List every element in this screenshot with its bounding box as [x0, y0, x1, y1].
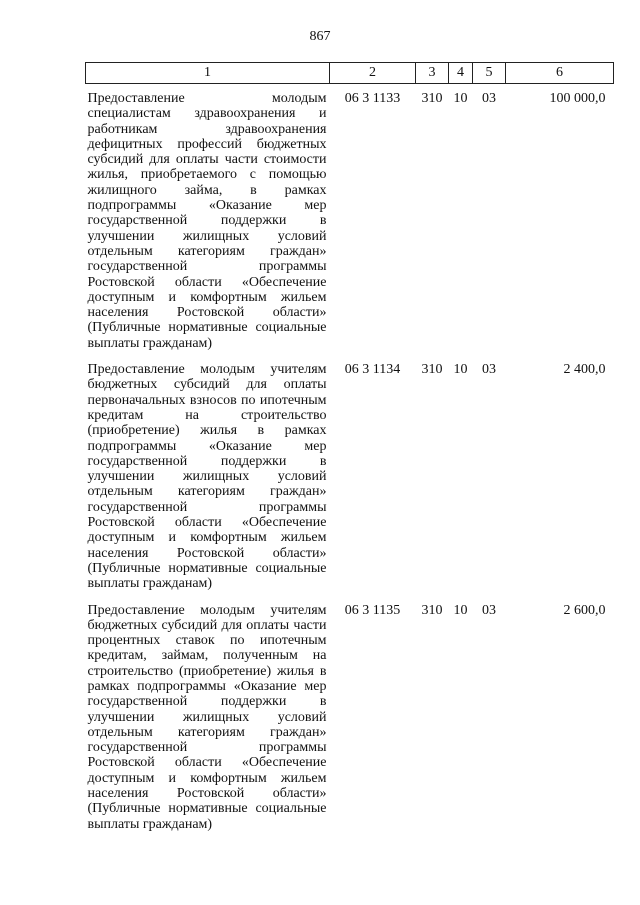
row-description: Предоставление молодым учителям бюджетных субсидий для оплаты первоначальных взносов по ипотечным кредитам на строительство (приобретение) жилья в рамках подпрограммы «Оказание мер государственной поддержки в улучшении жилищных условий отдельным категориям граждан» государственной программы Ростовской области «Обеспечение доступным и комфортным жильем населения Ростовской области» (Публичные нормативные социальные выплаты гражданам) — [87, 362, 327, 592]
row-amount: 100 000,0 — [549, 91, 606, 106]
column-header-2: 2 — [330, 63, 416, 84]
row-amount: 2 400,0 — [563, 362, 606, 378]
column-header-1: 1 — [86, 63, 330, 84]
table-row — [86, 592, 614, 832]
row-target-code: 06 3 1133 — [344, 91, 401, 106]
row-target-code: 06 3 1135 — [344, 602, 401, 618]
row-expense-type: 310 — [421, 362, 443, 378]
column-header-3: 3 — [416, 63, 449, 84]
row-expense-type: 310 — [421, 602, 443, 618]
page-number: 867 — [309, 29, 331, 44]
row-section: 10 — [453, 602, 468, 618]
row-subsection: 03 — [482, 362, 496, 378]
row-subsection: 03 — [482, 91, 496, 106]
table-header-row — [86, 63, 614, 84]
row-description: Предоставление молодым специалистам здравоохранения и работникам здравоохранения дефицитных профессий бюджетных субсидий для оплаты части стоимости жилья, приобретаемого с помощью жилищного займа, в рамках подпрограммы «Оказание мер государственной поддержки в улучшении жилищных условий отдельным категориям граждан» государственной программы Ростовской области «Обеспечение доступным и комфортным жильем населения Ростовской области» (Публичные нормативные социальные выплаты гражданам) — [87, 91, 327, 351]
row-target-code: 06 3 1134 — [344, 362, 401, 378]
column-header-6: 6 — [506, 63, 614, 84]
row-expense-type: 310 — [421, 91, 443, 106]
row-subsection: 03 — [482, 602, 496, 618]
column-header-5: 5 — [473, 63, 506, 84]
row-description: Предоставление молодым учителям бюджетных субсидий для оплаты части процентных ставок по ипотечным кредитам, займам, полученным на строительство (приобретение) жилья в рамках подпрограммы «Оказание мер государственной поддержки в улучшении жилищных условий отдельным категориям граждан» государственной программы Ростовской области «Обеспечение доступным и комфортным жильем населения Ростовской области» (Публичные нормативные социальные выплаты гражданам) — [87, 602, 327, 832]
row-section: 10 — [453, 91, 468, 106]
row-amount: 2 600,0 — [563, 602, 606, 618]
table-row — [86, 351, 614, 591]
column-header-4: 4 — [449, 63, 473, 84]
budget-table — [85, 62, 614, 832]
row-section: 10 — [453, 362, 468, 378]
table-row — [86, 84, 614, 352]
